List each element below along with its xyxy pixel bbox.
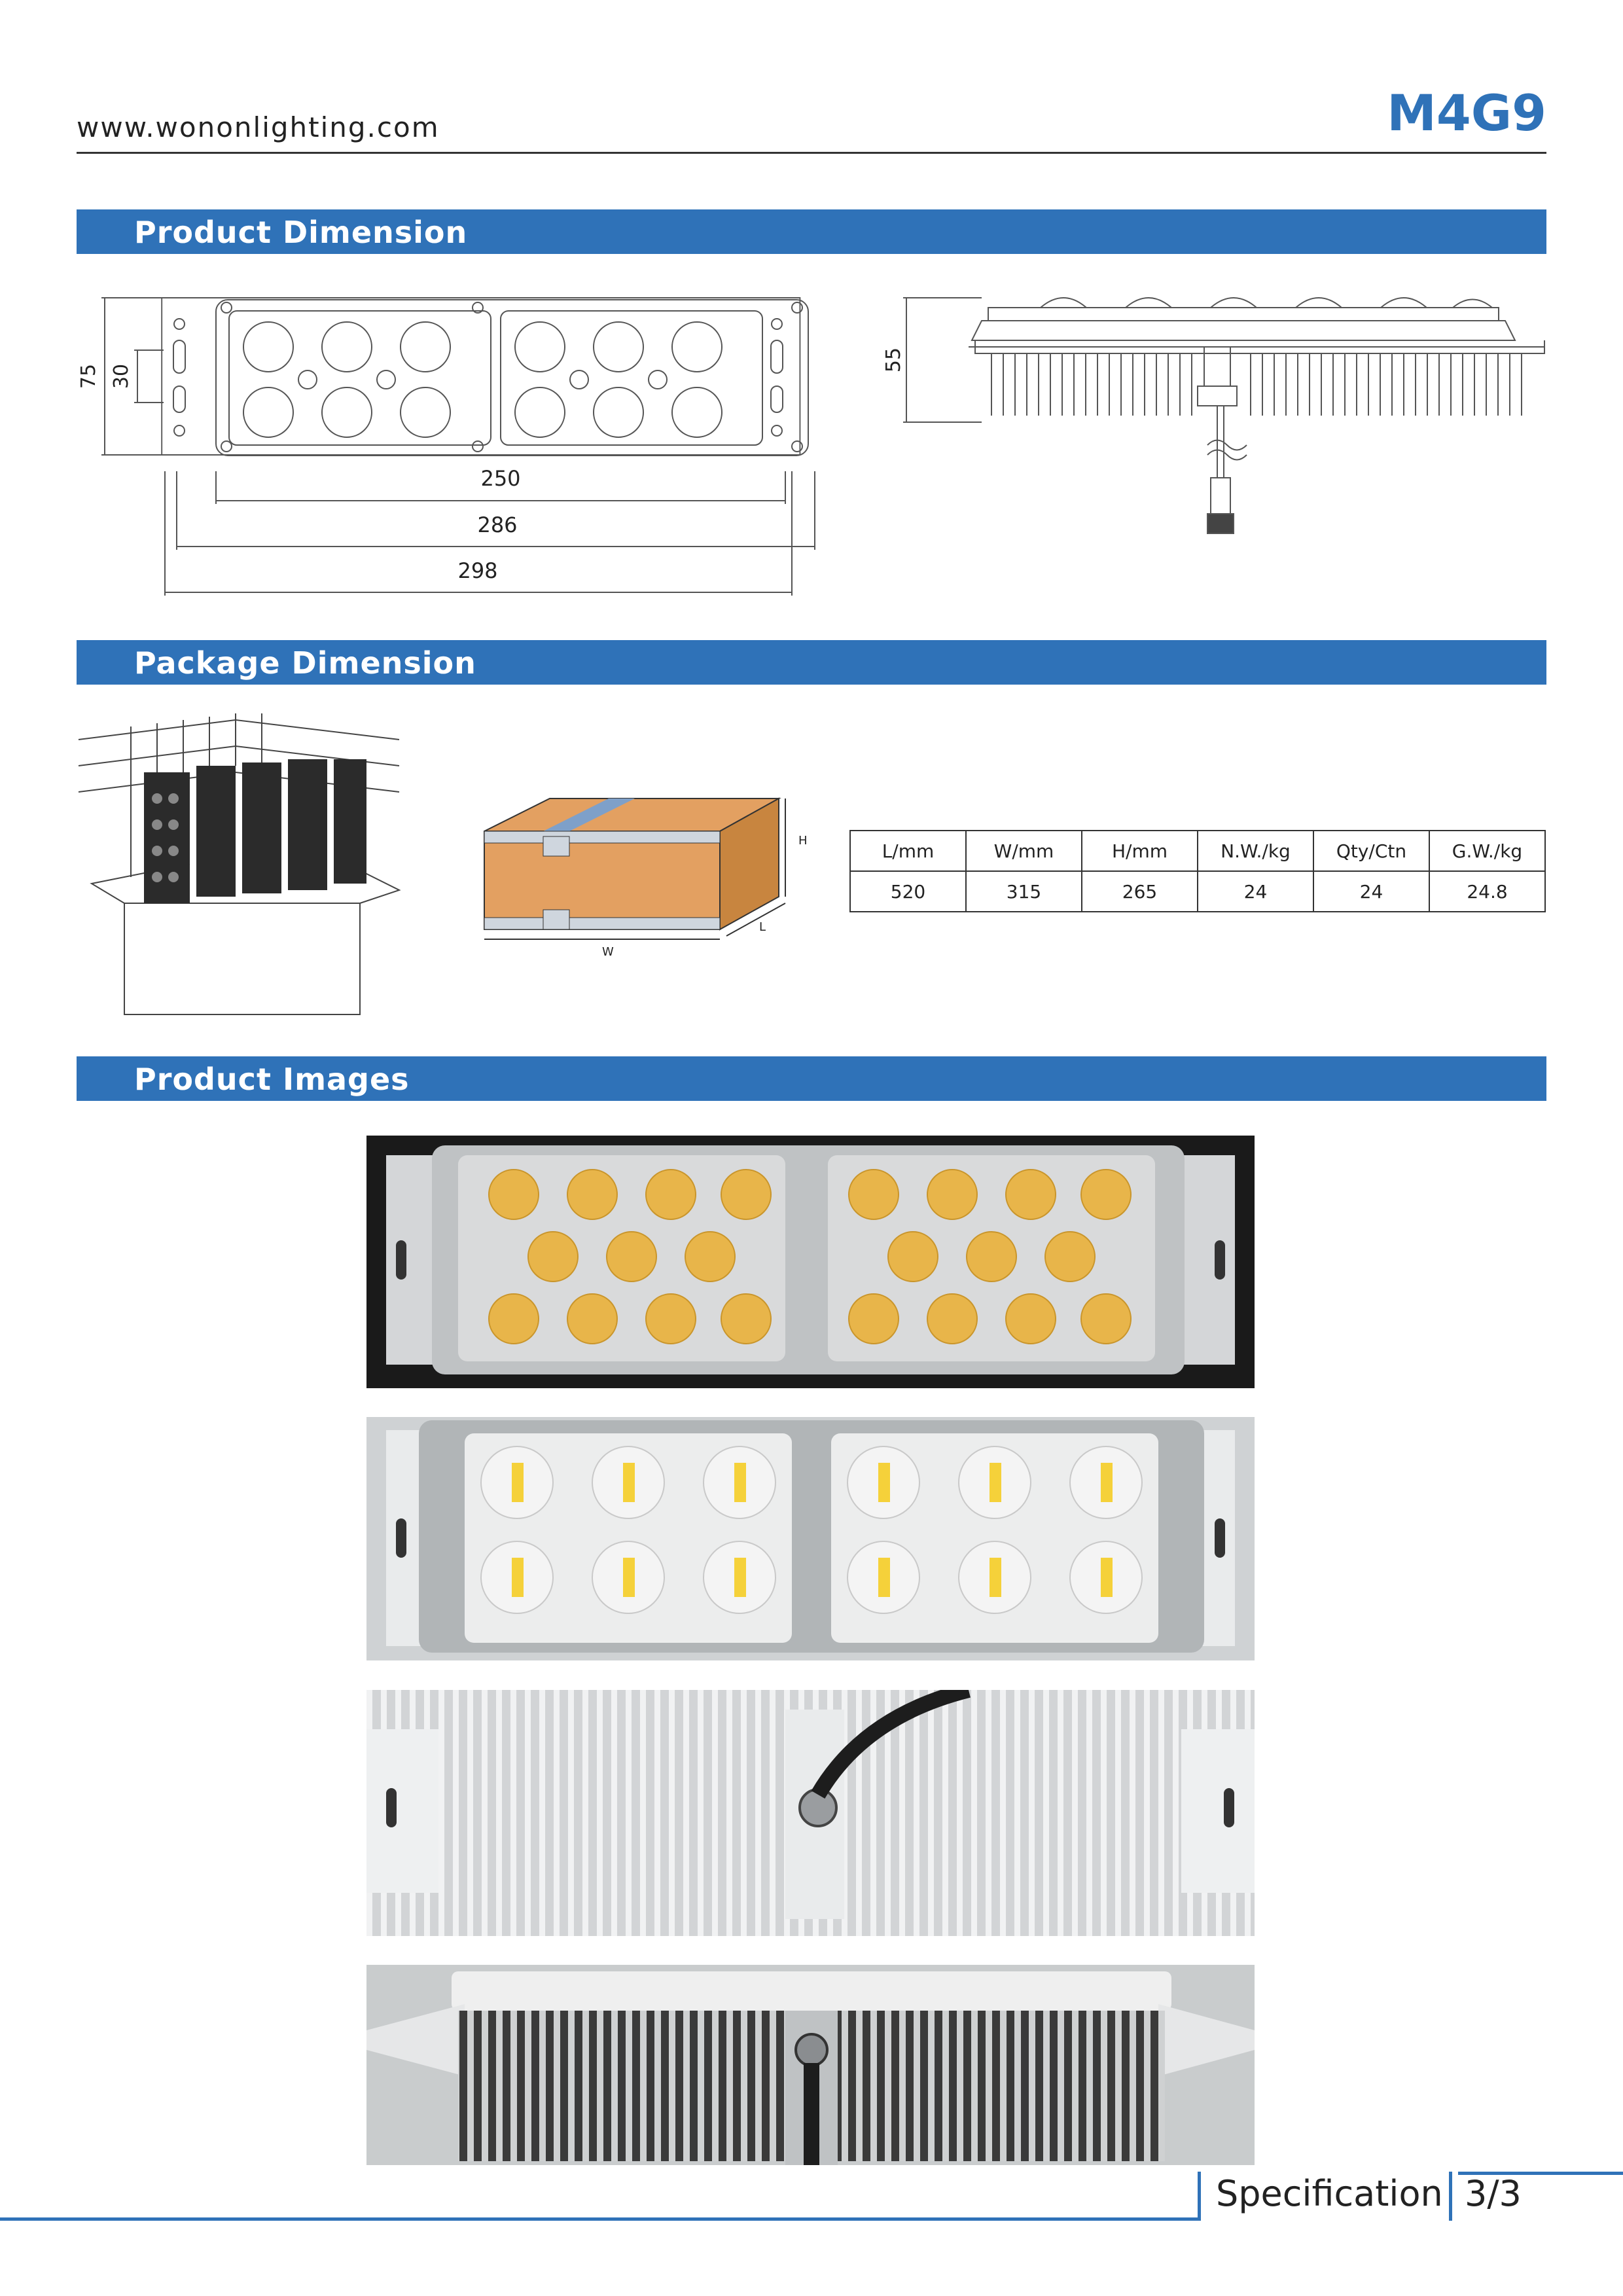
footer-divider-left: [1198, 2172, 1201, 2221]
model-name: M4G9: [1387, 84, 1546, 142]
dim-width-lens: 250: [480, 466, 521, 491]
side-view-drawing: [877, 281, 1558, 576]
product-photo-front-white: [366, 1417, 1255, 1660]
table-header-cell: H/mm: [1082, 831, 1198, 871]
footer-divider-right: [1449, 2172, 1452, 2221]
footer-label: Specification: [1216, 2173, 1443, 2214]
carton-box-illustration: [471, 779, 818, 962]
section-title-product-images: Product Images: [134, 1062, 410, 1097]
header-divider: [77, 152, 1546, 154]
section-bar-package-dimension: [77, 640, 1546, 685]
packing-illustration: [72, 707, 412, 1021]
table-header-cell: N.W./kg: [1198, 831, 1313, 871]
table-header-row: [850, 831, 1545, 871]
section-bar-product-images: [77, 1056, 1546, 1101]
table-header-cell: W/mm: [966, 831, 1082, 871]
table-cell: 265: [1082, 871, 1198, 912]
footer-line: [0, 2217, 1198, 2221]
section-title-product-dimension: Product Dimension: [134, 215, 468, 250]
dim-width-total: 298: [457, 558, 498, 583]
box-label-l: L: [759, 920, 766, 934]
page-number: 3/3: [1465, 2173, 1522, 2214]
box-label-w: W: [602, 945, 614, 959]
table-header-cell: L/mm: [850, 831, 966, 871]
dim-height-total: 75: [77, 363, 100, 389]
section-title-package-dimension: Package Dimension: [134, 645, 476, 681]
table-header-cell: G.W./kg: [1429, 831, 1545, 871]
table-header-cell: Qty/Ctn: [1313, 831, 1429, 871]
dim-width-mount: 286: [477, 512, 518, 537]
box-label-h: H: [798, 834, 808, 848]
section-bar-product-dimension: [77, 209, 1546, 254]
table-row: [850, 871, 1545, 912]
front-view-drawing: [65, 281, 818, 609]
table-cell: 24: [1313, 871, 1429, 912]
dim-height-inner: 30: [110, 363, 133, 389]
product-photo-rear-heatsink: [366, 1690, 1255, 1936]
table-cell: 24.8: [1429, 871, 1545, 912]
website-url: www.wononlighting.com: [77, 111, 440, 143]
dim-side-height: 55: [882, 347, 905, 373]
package-table: [849, 830, 1546, 912]
table-cell: 24: [1198, 871, 1313, 912]
table-cell: 315: [966, 871, 1082, 912]
product-photo-front-warm: [366, 1136, 1255, 1388]
table-cell: 520: [850, 871, 966, 912]
product-photo-side-heatsink: [366, 1965, 1255, 2165]
